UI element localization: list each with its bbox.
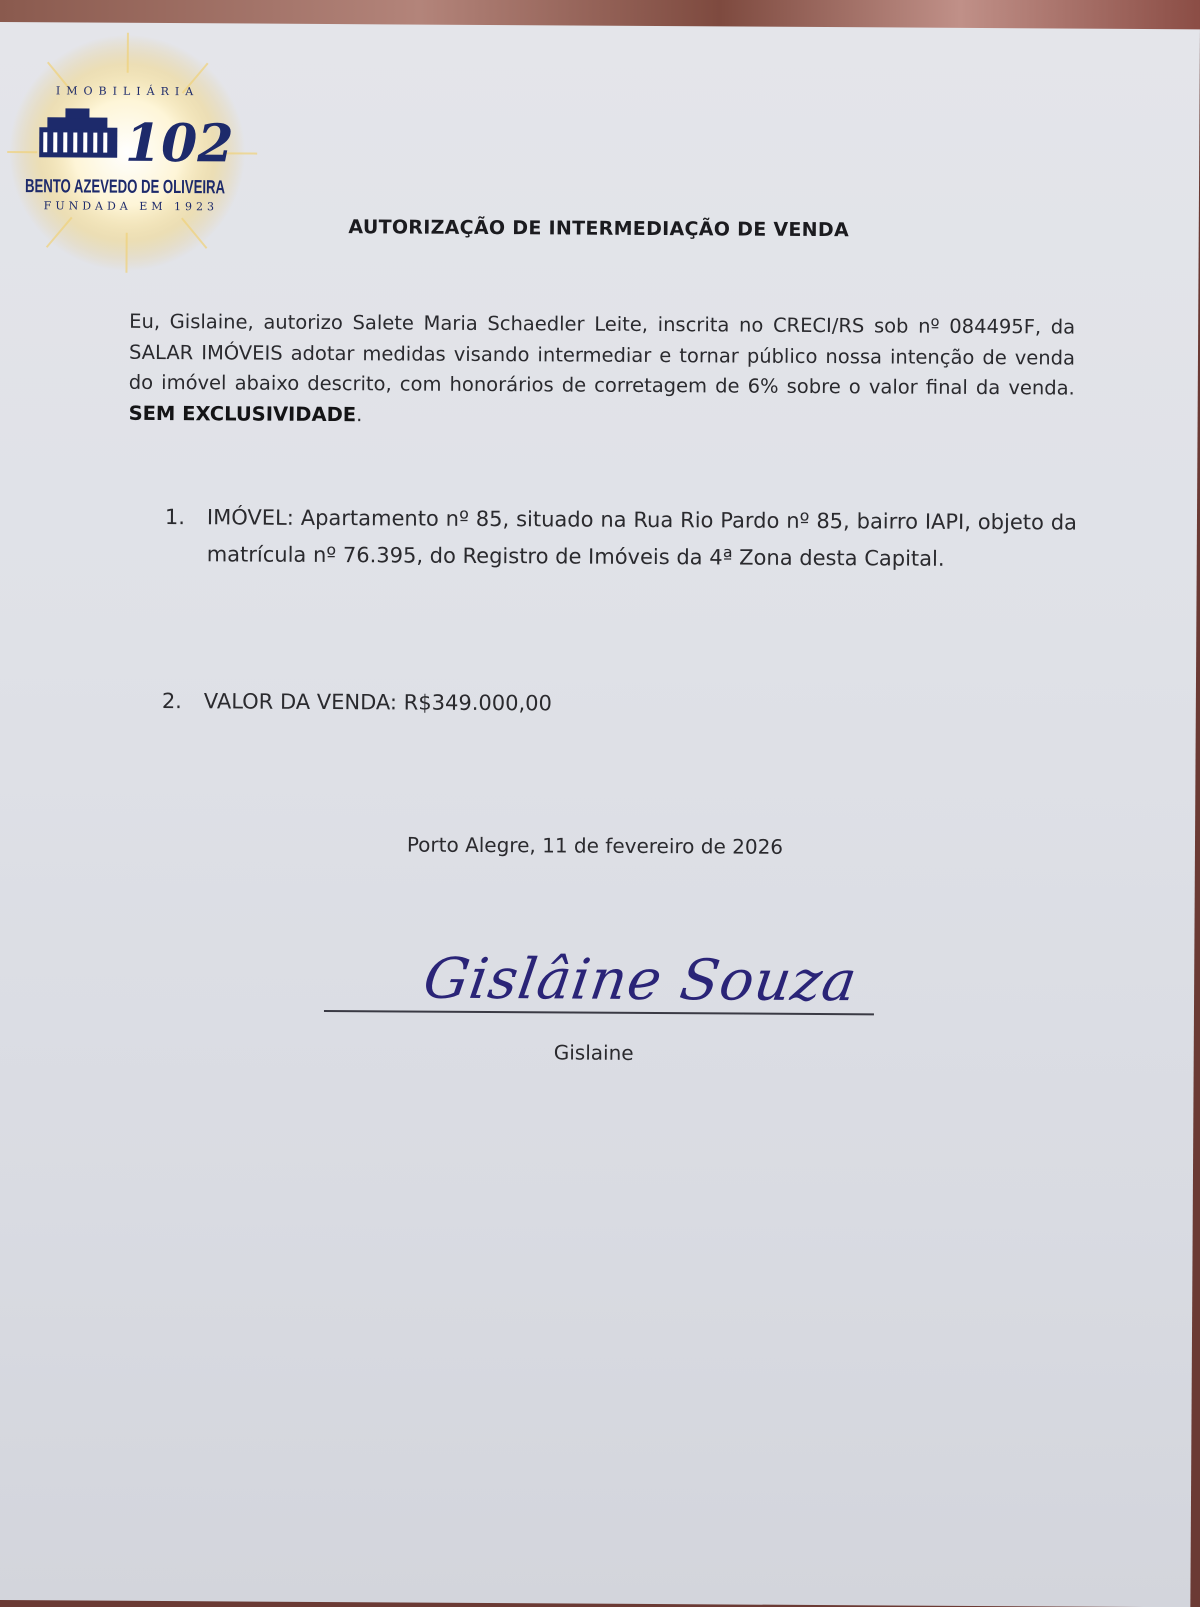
- handwritten-signature: Gislâine Souza: [419, 947, 861, 1015]
- list-item-number: 2.: [162, 689, 204, 713]
- logo-top-text: IMOBILIÁRIA: [56, 83, 199, 98]
- list-item-property: [165, 499, 1077, 579]
- list-item-text: VALOR DA VENDA: R$349.000,00: [204, 689, 552, 715]
- intro-text: Eu, Gislaine, autorizo Salete Maria Schaedler Leite, inscrita no CRECI/RS sob nº 084495F, da SALAR IMÓVEIS adotar medidas visando intermediar e tornar público nossa intenção de venda do imóvel abaixo descrito, com honorários de corretagem de 6% sobre o valor final da venda.: [129, 310, 1075, 400]
- list-item-price: [162, 689, 552, 715]
- intro-paragraph: [129, 307, 1076, 435]
- signer-name: Gislaine: [0, 1037, 1194, 1068]
- logo-founded: FUNDADA EM 1923: [44, 199, 218, 213]
- intro-end: .: [356, 403, 362, 426]
- logo-number: 102: [125, 113, 234, 175]
- list-item-text: IMÓVEL: Apartamento nº 85, situado na Rua Rio Pardo nº 85, bairro IAPI, objeto da matrícula nº 76.395, do Registro de Imóveis da 4ª Zona desta Capital.: [207, 499, 1077, 578]
- logo-company-name: BENTO AZEVEDO DE OLIVEIRA: [25, 176, 225, 198]
- document-title: AUTORIZAÇÃO DE INTERMEDIAÇÃO DE VENDA: [0, 214, 1199, 243]
- list-item-number: 1.: [165, 499, 185, 536]
- date-line: Porto Alegre, 11 de fevereiro de 2026: [0, 830, 1195, 861]
- intro-bold: SEM EXCLUSIVIDADE: [129, 401, 357, 425]
- document-page: [0, 22, 1200, 1607]
